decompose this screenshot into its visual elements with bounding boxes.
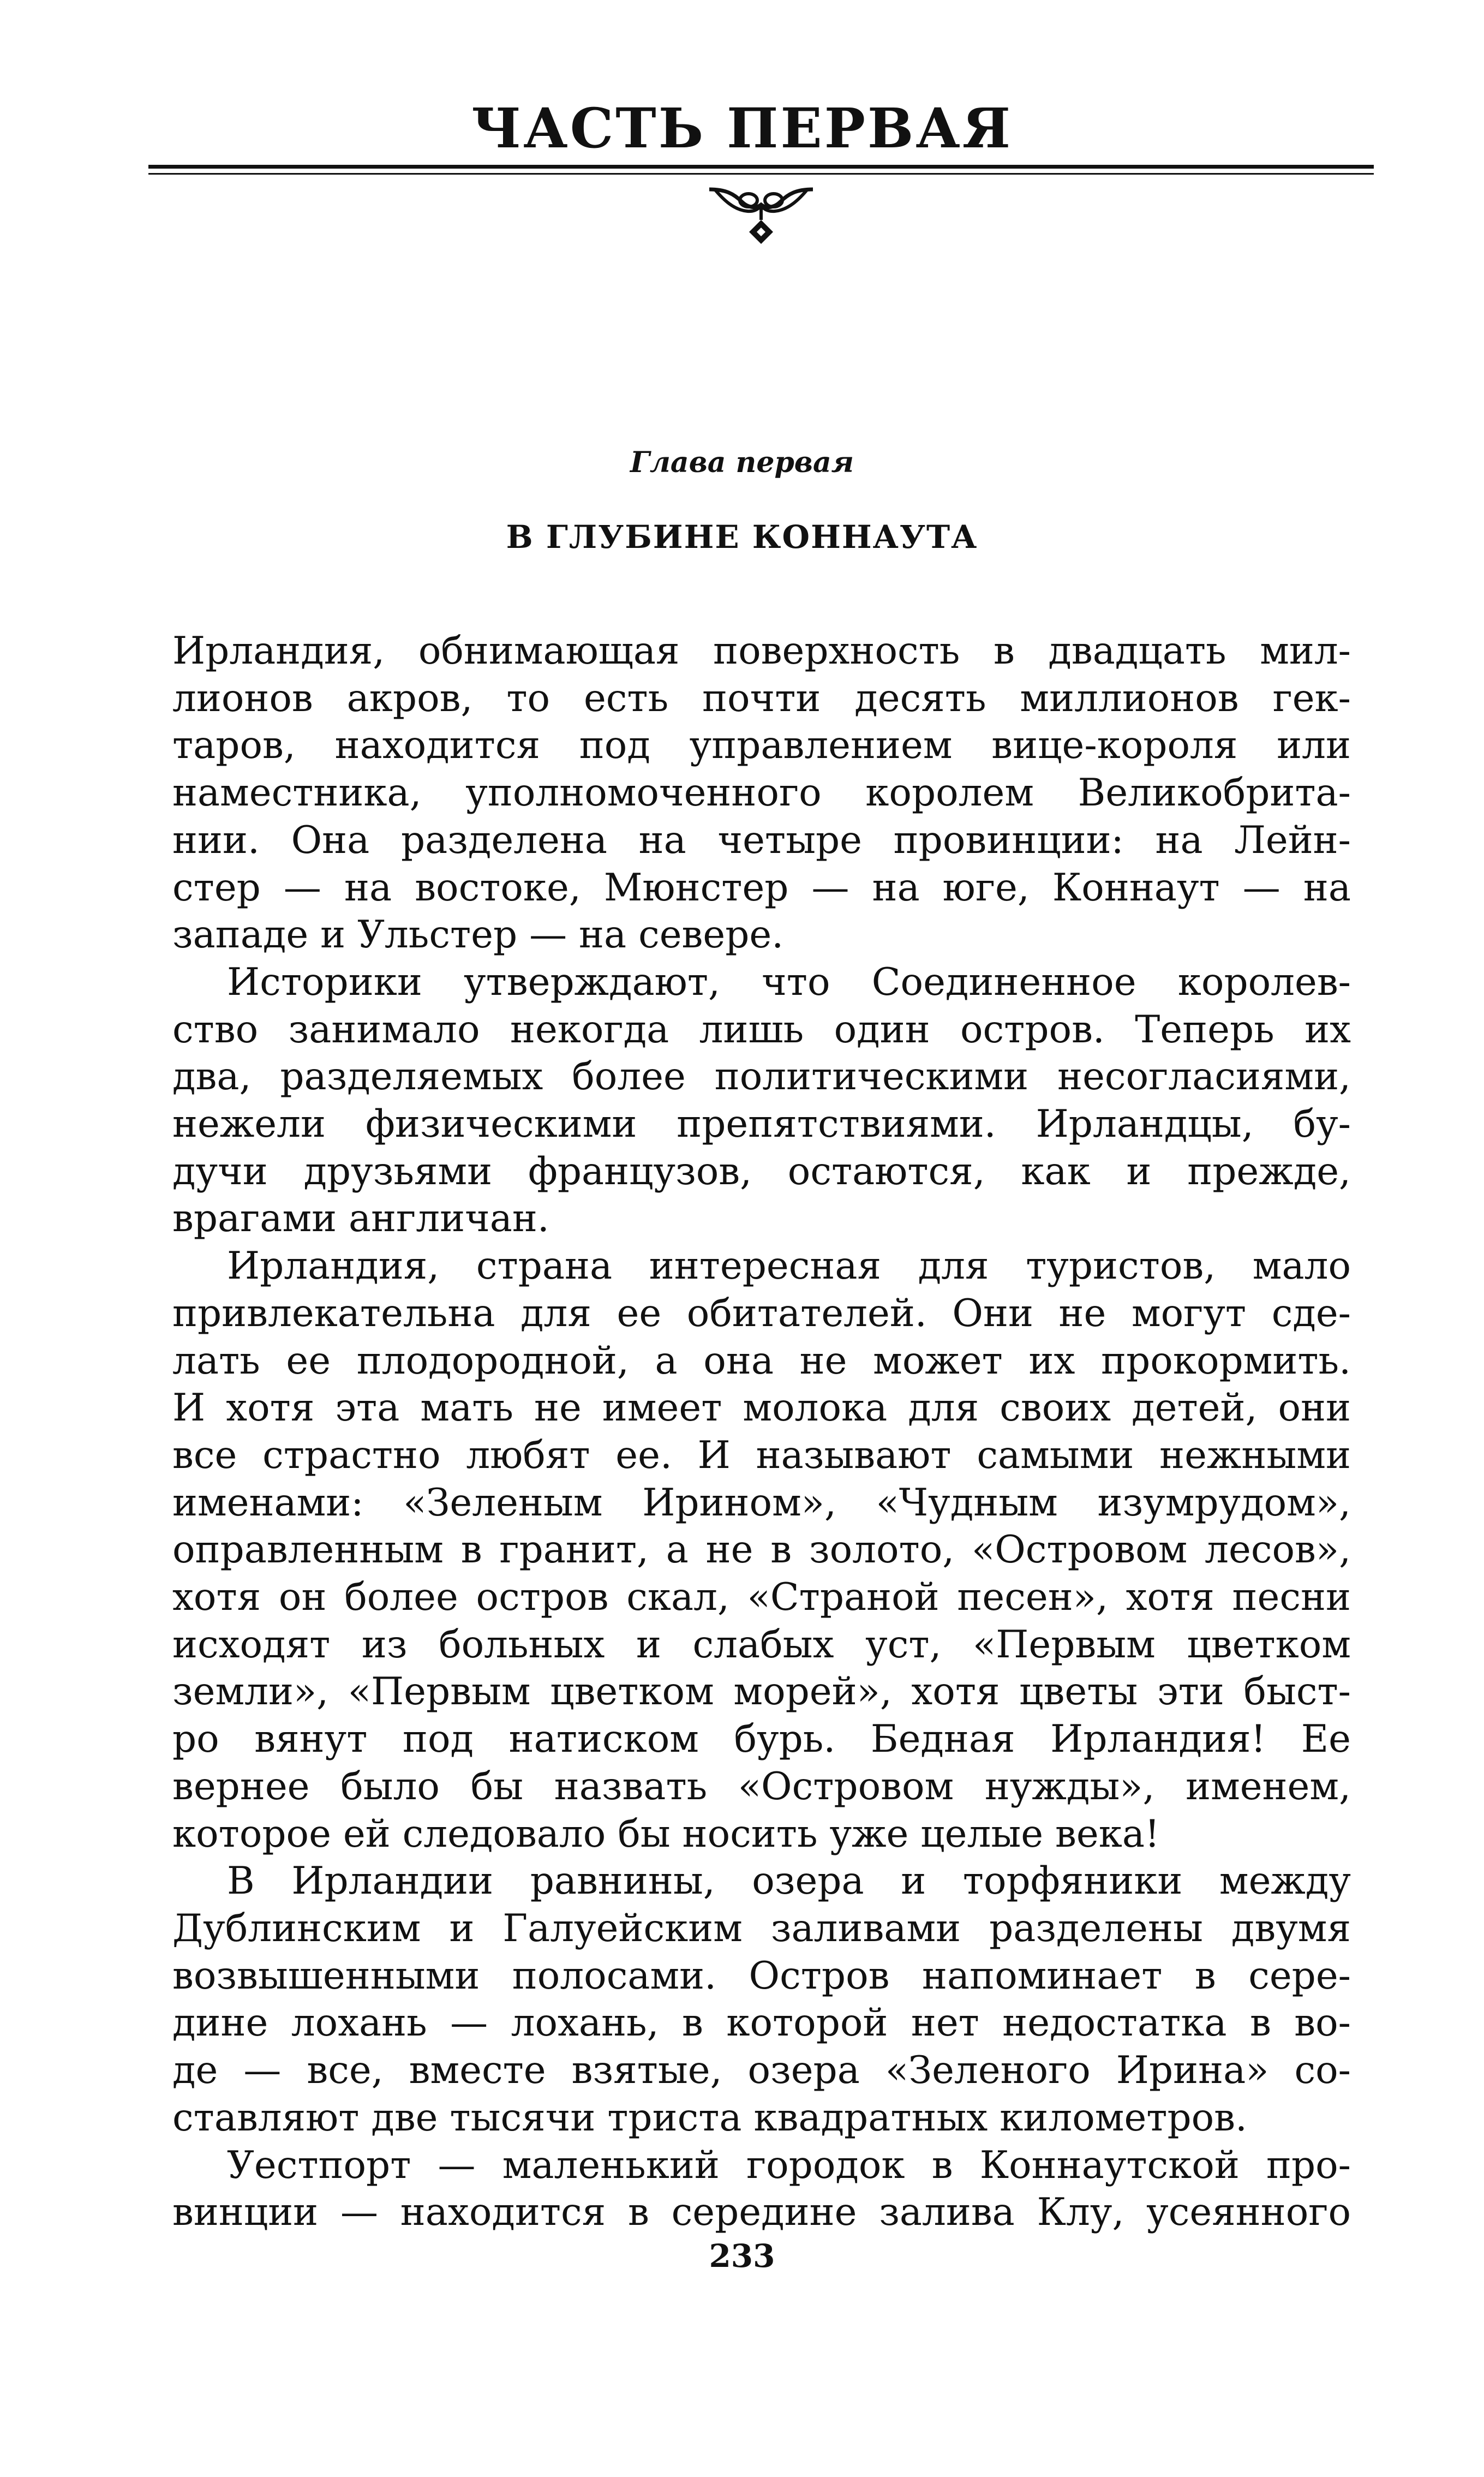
text-line: все страстно любят ее. И называют самыми нежными: [172, 1433, 1351, 1477]
page-number: 233: [709, 2237, 775, 2275]
text-line: Ирландия, страна интересная для туристов, мало: [227, 1244, 1351, 1288]
paragraph-2: [172, 959, 1351, 1243]
text-line: которое ей следовало бы носить уже целые века!: [172, 1812, 1160, 1856]
text-line: земли», «Первым цветком морей», хотя цветы эти быст-: [172, 1670, 1351, 1714]
part-title: ЧАСТЬ ПЕРВАЯ: [471, 96, 1013, 160]
text-line: исходят из больных и слабых уст, «Первым цветком: [172, 1622, 1351, 1667]
text-line: хотя он более остров скал, «Страной песен», хотя песни: [172, 1575, 1351, 1620]
text-line: Ирландия, обнимающая поверхность в двадцать мил-: [172, 629, 1351, 673]
floral-ornament-icon: [704, 177, 818, 254]
text-line: наместника, уполномоченного королем Великобрита-: [172, 771, 1351, 815]
text-line: Уестпорт — маленький городок в Коннаутской про-: [227, 2143, 1351, 2187]
text-line: оправленным в гранит, а не в золото, «Островом лесов»,: [172, 1528, 1351, 1572]
text-line: таров, находится под управлением вице-короля или: [172, 724, 1351, 768]
paragraph-4: [172, 1858, 1351, 2141]
paragraph-5: [172, 2142, 1351, 2236]
text-line: нии. Она разделена на четыре провинции: на Лейн-: [172, 818, 1351, 862]
text-line: нежели физическими препятствиями. Ирландцы, бу-: [172, 1102, 1351, 1147]
text-line: возвышенными полосами. Остров напоминает в сере-: [172, 1954, 1351, 1998]
body-text: [172, 628, 1351, 2236]
chapter-title: В ГЛУБИНЕ КОННАУТА: [506, 518, 978, 556]
text-line: ро вянут под натиском бурь. Бедная Ирландия! Ее: [172, 1717, 1351, 1762]
header-rule-thick: [148, 165, 1374, 169]
text-line: именами: «Зеленым Ирином», «Чудным изумрудом»,: [172, 1481, 1351, 1525]
text-line: дине лохань — лохань, в которой нет недостатка в во-: [172, 2001, 1351, 2045]
paragraph-3: [172, 1243, 1351, 1858]
text-line: стер — на востоке, Мюнстер — на юге, Коннаут — на: [172, 866, 1351, 910]
text-line: И хотя эта мать не имеет молока для своих детей, они: [172, 1386, 1351, 1430]
text-line: Историки утверждают, что Соединенное королев-: [227, 960, 1351, 1004]
text-line: В Ирландии равнины, озера и торфяники между: [227, 1859, 1351, 1903]
text-line: врагами англичан.: [172, 1197, 549, 1241]
text-line: де — все, вместе взятые, озера «Зеленого Ирина» со-: [172, 2049, 1351, 2093]
text-line: Дублинским и Галуейским заливами разделены двумя: [172, 1906, 1351, 1950]
text-line: ство занимало некогда лишь один остров. Теперь их: [172, 1007, 1351, 1052]
text-line: лионов акров, то есть почти десять миллионов гек-: [172, 676, 1351, 720]
text-line: винции — находится в середине залива Клу, усеянного: [172, 2190, 1351, 2235]
text-line: два, разделяемых более политическими несогласиями,: [172, 1055, 1351, 1099]
chapter-label: Глава первая: [630, 446, 854, 479]
text-line: привлекательна для ее обитателей. Они не могут сде-: [172, 1291, 1351, 1335]
text-line: дучи друзьями французов, остаются, как и прежде,: [172, 1149, 1351, 1193]
text-line: лать ее плодородной, а она не может их прокормить.: [172, 1339, 1351, 1383]
paragraph-1: [172, 628, 1351, 959]
text-line: ставляют две тысячи триста квадратных километров.: [172, 2096, 1247, 2140]
text-line: вернее было бы назвать «Островом нужды», именем,: [172, 1764, 1351, 1808]
text-line: западе и Ульстер — на севере.: [172, 913, 784, 957]
header-rule-thin: [148, 173, 1374, 175]
